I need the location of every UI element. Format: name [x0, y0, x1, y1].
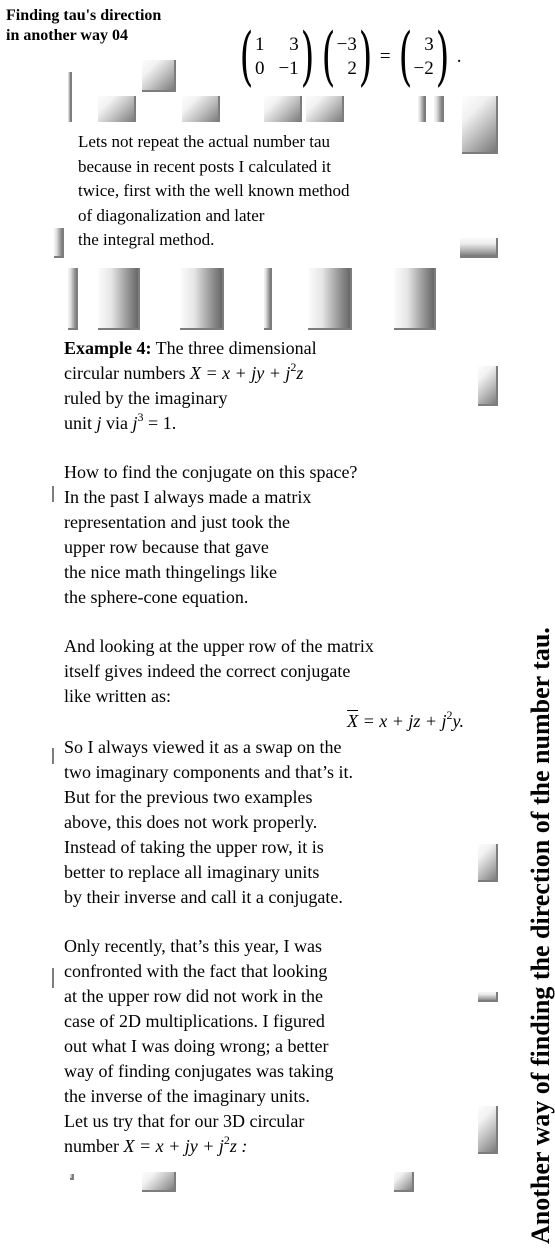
bevel-tile — [68, 1172, 74, 1180]
paragraph-line: representation and just took the — [64, 512, 290, 532]
bevel-tile — [140, 58, 176, 92]
example-line: unit j via $j^3 = 1$. — [64, 410, 177, 433]
bevel-tile — [140, 1170, 176, 1192]
vector-cell: −2 — [413, 58, 434, 79]
paragraph-line: better to replace all imaginary units — [64, 862, 320, 882]
matrix-cell: −1 — [278, 58, 299, 79]
bevel-tile — [96, 266, 140, 330]
paragraph-line: So I always viewed it as a swap on the — [64, 737, 342, 757]
paragraph-line: But for the previous two examples — [64, 787, 313, 807]
bevel-tile — [392, 266, 436, 330]
paragraph-line: Only recently, that’s this year, I was — [64, 936, 323, 956]
bevel-tile — [432, 94, 444, 124]
bevel-tile — [392, 1170, 414, 1192]
matrix: ( 1 3 0 −1 ) — [239, 20, 315, 94]
math-expression: X = x + jy + j — [123, 1136, 224, 1156]
bevel-tile — [262, 266, 272, 330]
page-title — [6, 6, 216, 46]
bevel-tile — [306, 266, 352, 330]
math-expression: j — [132, 413, 138, 433]
example-label: Example 4: — [64, 338, 152, 358]
example-line: ruled by the imaginary — [64, 388, 228, 408]
equation-period: . — [456, 46, 462, 67]
paragraph-line: the nice math thingelings like — [64, 562, 277, 582]
bevel-tile — [476, 990, 498, 1002]
paragraph-line: at the upper row did not work in the — [64, 986, 323, 1006]
vector-in: ( −3 2 ) — [321, 20, 373, 94]
page-title-line-2: in another way 04 — [6, 27, 128, 44]
example-line: Example 4: The three dimensional — [64, 338, 317, 358]
vector-cell: 2 — [347, 58, 357, 79]
bevel-tile — [50, 746, 54, 764]
intro-line: of diagonalization and later — [78, 205, 265, 225]
bevel-tile — [52, 226, 64, 258]
intro-panel — [64, 122, 454, 267]
vector-cell: −3 — [336, 34, 357, 55]
bevel-tile — [66, 70, 72, 124]
paragraph-line: out what I was doing wrong; a better — [64, 1036, 329, 1056]
paragraph-line: Let us try that for our 3D circular — [64, 1111, 305, 1131]
paragraph-line: And looking at the upper row of the matrix — [64, 636, 374, 656]
matrix-cell: 1 — [254, 34, 265, 55]
paragraph-line: above, this does not work properly. — [64, 812, 318, 832]
bevel-tile — [476, 1104, 498, 1154]
side-title: Another way of finding the direction of the number tau. — [526, 627, 555, 1244]
bevel-tile — [66, 266, 78, 330]
paragraph-line: case of 2D multiplications. I figured — [64, 1011, 325, 1031]
intro-line: the integral method. — [78, 230, 215, 249]
bevel-tile — [460, 94, 498, 154]
bevel-tile — [96, 94, 136, 124]
matrix-cell: 0 — [254, 58, 265, 79]
paragraph-line: itself gives indeed the correct conjugate — [64, 661, 351, 681]
conjugate-equation: $\overline{X} = x$ + jz + $j^2y$. — [347, 708, 464, 731]
paragraph-line: confronted with the fact that looking — [64, 961, 328, 981]
bevel-tile — [262, 94, 302, 124]
paragraph-line: the inverse of the imaginary units. — [64, 1086, 310, 1106]
bevel-tile — [50, 484, 54, 502]
intro-line: because in recent posts I calculated it — [78, 156, 331, 176]
bevel-tile — [416, 94, 426, 124]
paragraph-line: Instead of taking the upper row, it is — [64, 837, 324, 857]
paragraph-line: the sphere-cone equation. — [64, 587, 249, 607]
paragraph-line: number X = x + jy + $j^2z$ : — [64, 1133, 248, 1156]
vector-cell: 3 — [424, 34, 434, 55]
paragraph-line: upper row because that gave — [64, 537, 269, 557]
example-line: circular numbers X = x + jy + $j^2z$ — [64, 360, 304, 383]
bevel-tile — [304, 94, 344, 124]
vector-out: ( 3 −2 ) — [398, 20, 450, 94]
paragraph-line: by their inverse and call it a conjugate. — [64, 887, 343, 907]
intro-line: Lets not repeat the actual number tau — [78, 132, 331, 151]
main-text — [64, 336, 474, 1159]
equals-sign: = — [379, 46, 391, 67]
bevel-tile — [458, 236, 498, 258]
intro-line: twice, first with the well known method — [78, 181, 350, 200]
bevel-tile — [50, 966, 54, 988]
paragraph-line: way of finding conjugates was taking — [64, 1061, 334, 1081]
bevel-tile — [476, 364, 498, 406]
matrix-equation — [236, 20, 462, 94]
math-expression: X = x + jy + j — [189, 363, 291, 383]
paragraph-line: like written as: — [64, 686, 171, 706]
bevel-tile — [476, 842, 498, 882]
paragraph-line: How to find the conjugate on this space? — [64, 462, 358, 482]
paragraph-line: two imaginary components and that’s it. — [64, 762, 353, 782]
paragraph-line: In the past I always made a matrix — [64, 487, 312, 507]
bevel-tile — [178, 266, 224, 330]
bevel-tile — [180, 94, 220, 124]
matrix-cell: 3 — [289, 34, 299, 55]
page-title-line-1: Finding tau's direction — [6, 7, 162, 24]
